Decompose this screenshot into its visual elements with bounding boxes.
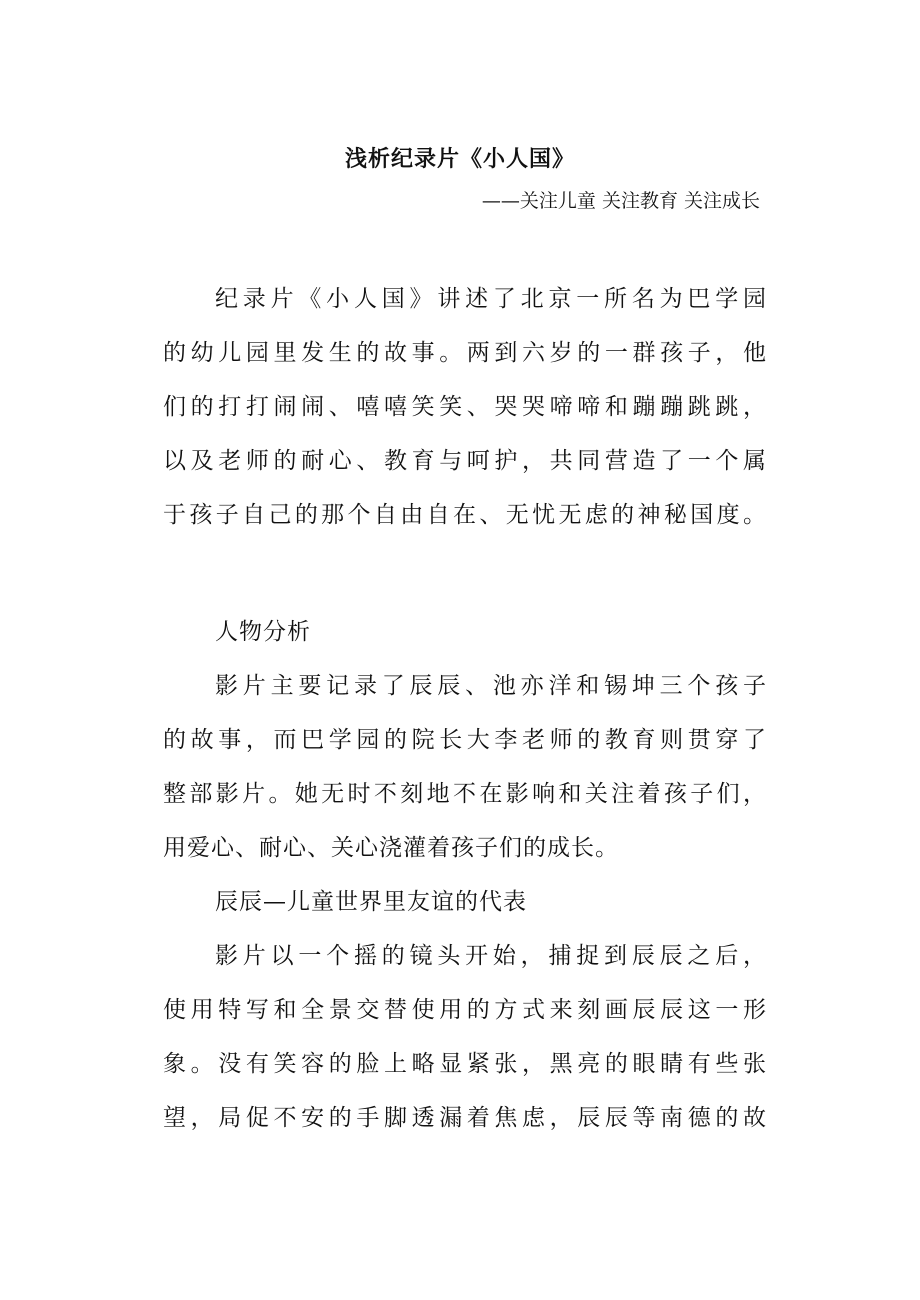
- analysis-line: 的故事，而巴学园的院长大李老师的教育则贯穿了: [163, 727, 767, 753]
- intro-line: 纪录片《小人国》讲述了北京一所名为巴学园: [215, 286, 767, 312]
- intro-paragraph: [163, 272, 767, 542]
- intro-line: 的幼儿园里发生的故事。两到六岁的一群孩子，他: [163, 340, 767, 366]
- intro-line: 以及老师的耐心、教育与呵护，共同营造了一个属: [163, 448, 767, 474]
- subheading: 辰辰—儿童世界里友谊的代表: [215, 889, 527, 915]
- analysis-line: 影片主要记录了辰辰、池亦洋和锡坤三个孩子: [215, 673, 767, 699]
- analysis-line: 整部影片。她无时不刻地不在影响和关注着孩子们，: [163, 781, 767, 807]
- document-subtitle: ——关注儿童 关注教育 关注成长: [481, 190, 760, 212]
- document-title: 浅析纪录片《小人国》: [344, 147, 575, 172]
- chenchen-line: 使用特写和全景交替使用的方式来刻画辰辰这一形: [163, 997, 767, 1023]
- chenchen-line: 望，局促不安的手脚透漏着焦虑，辰辰等南德的故: [163, 1105, 767, 1131]
- chenchen-line: 象。没有笑容的脸上略显紧张，黑亮的眼睛有些张: [163, 1051, 767, 1077]
- analysis-section: [163, 605, 767, 1145]
- chenchen-line: 影片以一个摇的镜头开始，捕捉到辰辰之后，: [215, 943, 767, 969]
- analysis-line: 用爱心、耐心、关心浇灌着孩子们的成长。: [163, 835, 619, 861]
- intro-line: 于孩子自己的那个自由自在、无忧无虑的神秘国度。: [163, 502, 767, 528]
- intro-line: 们的打打闹闹、嘻嘻笑笑、哭哭啼啼和蹦蹦跳跳，: [163, 394, 767, 420]
- section-heading: 人物分析: [215, 619, 311, 645]
